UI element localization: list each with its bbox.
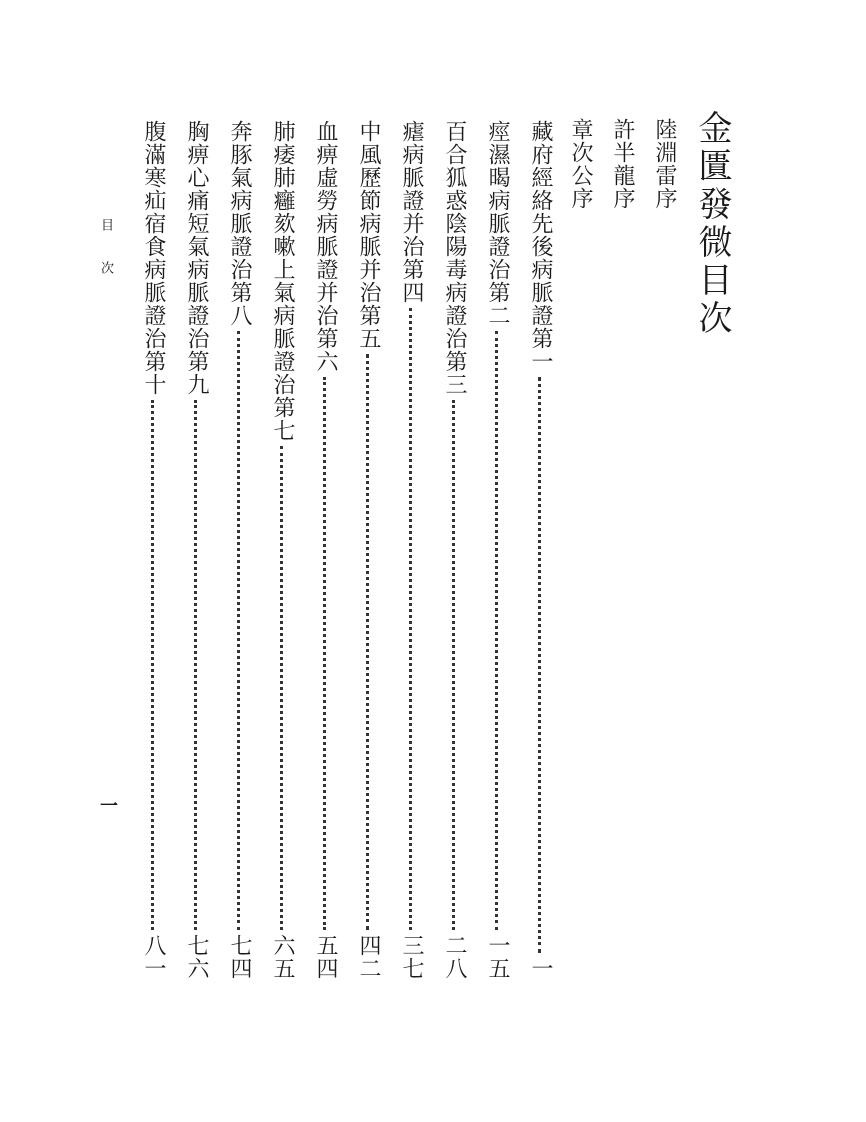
- toc-entry: [441, 120, 467, 980]
- running-head: 目次: [98, 218, 113, 304]
- toc-entry-label: 瘧病脈證并治第四: [399, 120, 424, 304]
- toc-entry-page: 二八: [442, 934, 467, 980]
- toc-entry-page: 五四: [313, 934, 338, 980]
- toc-entry-page: 七四: [227, 934, 252, 980]
- dot-leader: [280, 446, 283, 930]
- book-title: 金匱發微目次: [692, 110, 732, 338]
- toc-entry-page: 三七: [399, 934, 424, 980]
- toc-entry: [226, 120, 252, 980]
- page-folio: 一: [100, 796, 118, 817]
- dot-leader: [323, 377, 326, 930]
- toc-entry: [527, 120, 553, 980]
- preface-item: 陸淵雷序: [652, 118, 677, 210]
- dot-leader: [237, 331, 240, 930]
- toc-entry: [269, 120, 295, 980]
- toc-entry-label: 腹滿寒疝宿食病脈證治第十: [141, 120, 166, 396]
- toc-entry: [355, 120, 381, 980]
- dot-leader: [452, 400, 455, 930]
- toc-entry-page: 一: [528, 957, 553, 980]
- toc-entry-label: 血痹虛勞病脈證并治第六: [313, 120, 338, 373]
- toc-entry-label: 百合狐惑陰陽毒病證治第三: [442, 120, 467, 396]
- dot-leader: [409, 308, 412, 930]
- toc-entry-page: 一五: [485, 934, 510, 980]
- dot-leader: [495, 331, 498, 930]
- toc-entry-label: 藏府經絡先後病脈證第一: [528, 120, 553, 373]
- toc-entry-label: 中風歷節病脈并治第五: [356, 120, 381, 350]
- toc-entry-label: 奔豚氣病脈證治第八: [227, 120, 252, 327]
- toc-entry-page: 七六: [184, 934, 209, 980]
- toc-entry: [140, 120, 166, 980]
- toc-entry-label: 胸痹心痛短氣病脈證治第九: [184, 120, 209, 396]
- toc-entry: [484, 120, 510, 980]
- toc-entry-page: 八一: [141, 934, 166, 980]
- toc-entry: [312, 120, 338, 980]
- preface-item: 許半龍序: [610, 118, 635, 210]
- toc-entry: [183, 120, 209, 980]
- toc-entry-page: 六五: [270, 934, 295, 980]
- toc-entry-label: 肺痿肺癰欬嗽上氣病脈證治第七: [270, 120, 295, 442]
- toc-entry-page: 四二: [356, 934, 381, 980]
- toc-entry-label: 痙濕暍病脈證治第二: [485, 120, 510, 327]
- dot-leader: [366, 354, 369, 930]
- dot-leader: [151, 400, 154, 930]
- dot-leader: [194, 400, 197, 930]
- dot-leader: [538, 377, 541, 953]
- toc-entry: [398, 120, 424, 980]
- preface-item: 章次公序: [568, 118, 593, 210]
